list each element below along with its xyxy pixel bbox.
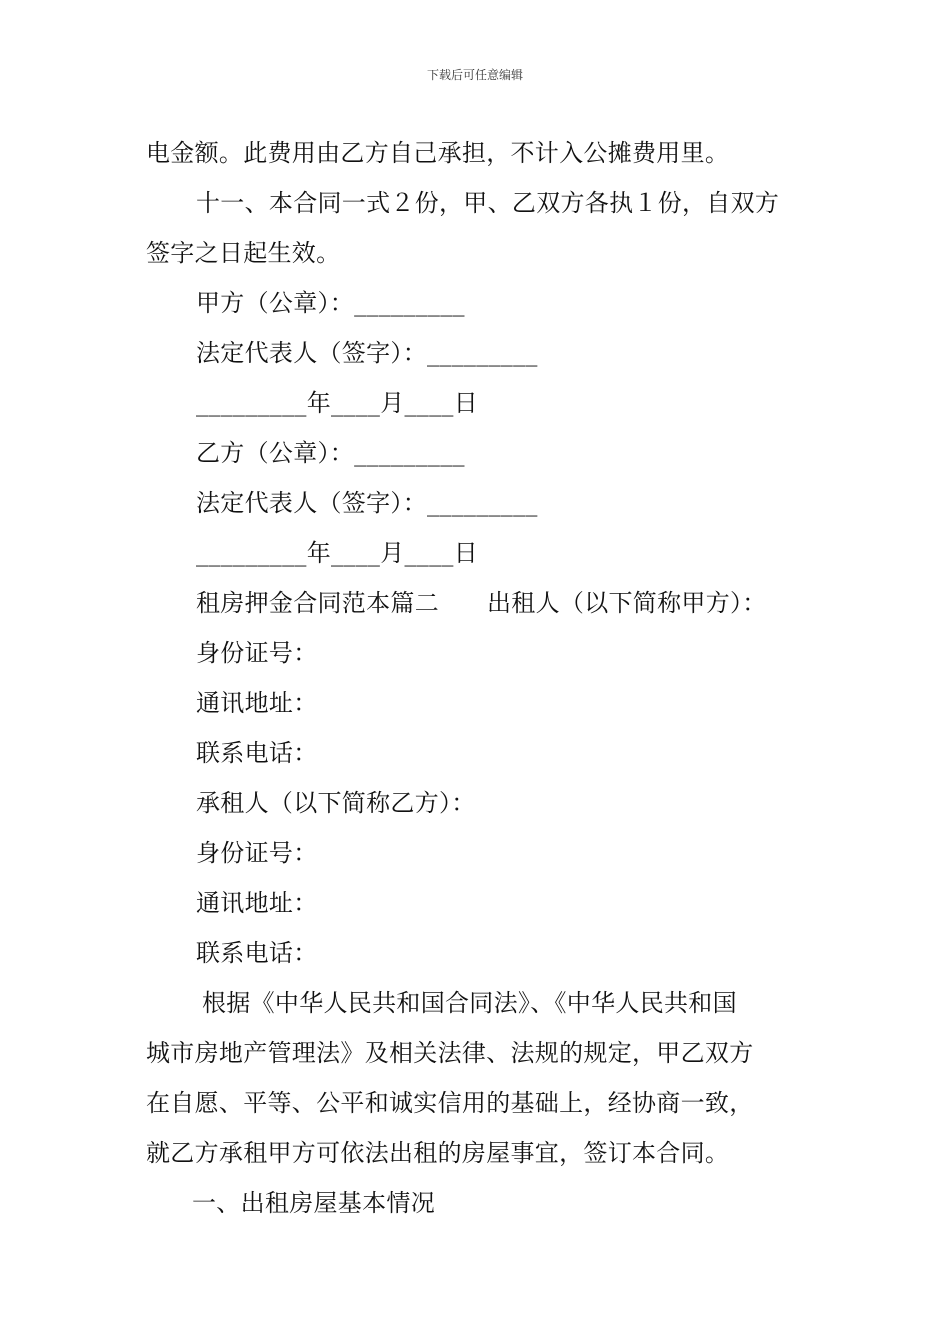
party-a-representative: 法定代表人（签字）：_________ (196, 339, 538, 367)
text-line: 就乙方承租甲方可依法出租的房屋事宜，签订本合同。 (146, 1139, 730, 1167)
text-line: 在自愿、平等、公平和诚实信用的基础上，经协商一致， (146, 1089, 754, 1117)
lessee-address: 通讯地址： (196, 889, 318, 917)
lessee-label: 承租人（以下简称乙方）： (196, 789, 476, 817)
lessee-id-number: 身份证号： (196, 839, 318, 867)
text-line: 电金额。此费用由乙方自己承担，不计入公摊费用里。 (146, 139, 730, 167)
party-a-date: _________年____月____日 (196, 389, 478, 417)
party-b-date: _________年____月____日 (196, 539, 478, 567)
text-line: 签字之日起生效。 (146, 239, 341, 267)
party-a-seal: 甲方（公章）：_________ (196, 289, 465, 317)
page-header: 下载后可任意编辑 (426, 68, 523, 82)
lessor-phone: 联系电话： (196, 739, 318, 767)
party-b-representative: 法定代表人（签字）：_________ (196, 489, 538, 517)
section-two-heading (146, 578, 810, 628)
lessor-label: 出租人（以下简称甲方）： (487, 589, 767, 617)
lessor-address: 通讯地址： (196, 689, 318, 717)
document-body (146, 128, 810, 1228)
text-line: 城市房地产管理法》及相关法律、法规的规定，甲乙双方 (146, 1039, 754, 1067)
section-one-heading: 一、出租房屋基本情况 (192, 1189, 435, 1217)
lessor-id-number: 身份证号： (196, 639, 318, 667)
section-title: 租房押金合同范本篇二 (196, 589, 439, 617)
party-b-seal: 乙方（公章）：_________ (196, 439, 465, 467)
legal-basis-paragraph: 根据《中华人民共和国合同法》、《中华人民共和国 (202, 989, 737, 1017)
clause-eleven: 十一、本合同一式２份，甲、乙双方各执１份，自双方 (196, 189, 780, 217)
lessee-phone: 联系电话： (196, 939, 318, 967)
